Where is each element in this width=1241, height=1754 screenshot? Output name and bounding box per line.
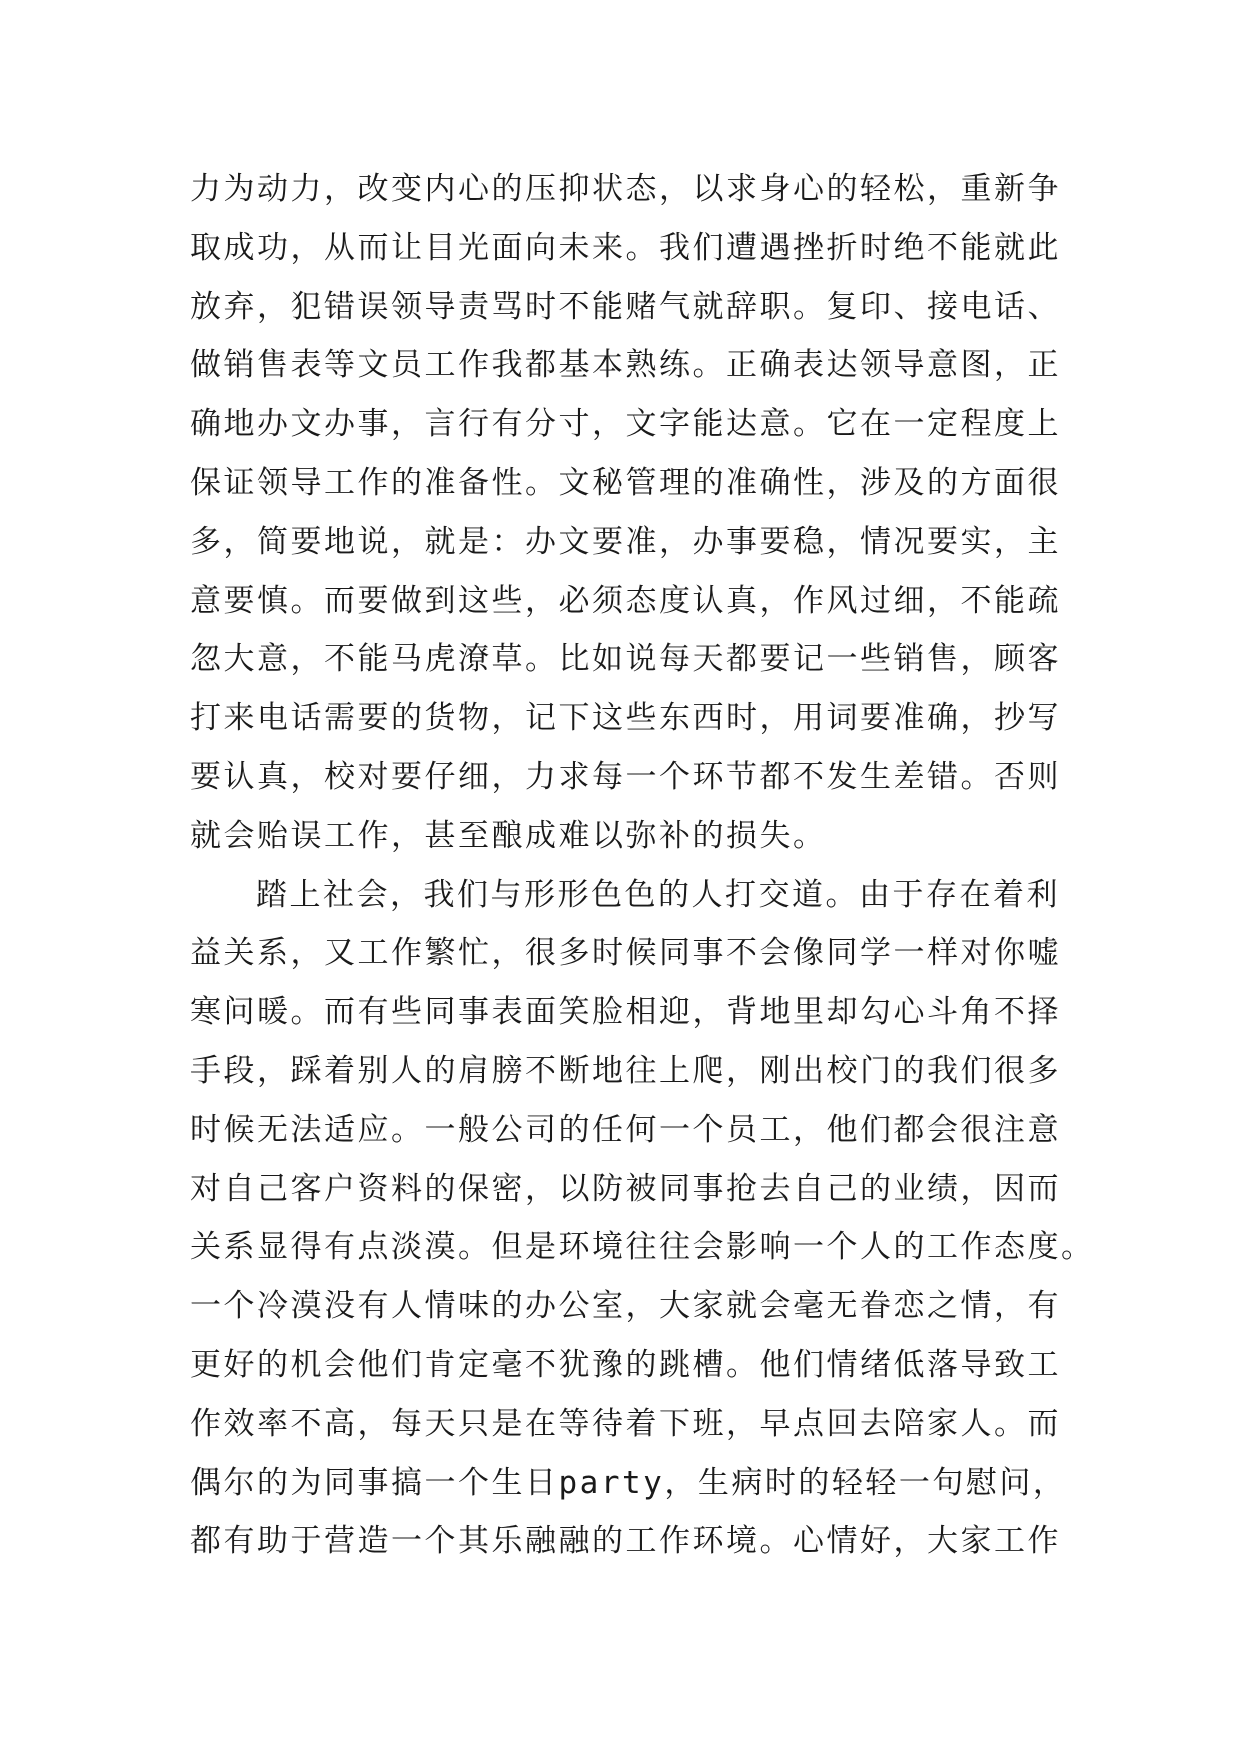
text-line: 时候无法适应。一般公司的任何一个员工，他们都会很注意 [190,1111,1061,1148]
text-line: 保证领导工作的准备性。文秘管理的准确性，涉及的方面很 [190,464,1061,501]
text-line: 意要慎。而要做到这些，必须态度认真，作风过细，不能疏 [190,582,1061,619]
text-line: 打来电话需要的货物，记下这些东西时，用词要准确，抄写 [190,700,1061,737]
text-line: 确地办文办事，言行有分寸，文字能达意。它在一定程度上 [190,406,1061,443]
text-line: 寒问暖。而有些同事表面笑脸相迎，背地里却勾心斗角不择 [190,994,1061,1031]
body-text [190,160,1095,1571]
text-line: 一个冷漠没有人情味的办公室，大家就会毫无眷恋之情，有 [190,1288,1061,1325]
text-line: 都有助于营造一个其乐融融的工作环境。心情好，大家工作 [190,1523,1061,1560]
text-line: 要认真，校对要仔细，力求每一个环节都不发生差错。否则 [190,758,1061,795]
text-line: 力为动力，改变内心的压抑状态，以求身心的轻松，重新争 [190,171,1061,207]
text-line: 忽大意，不能马虎潦草。比如说每天都要记一些销售，顾客 [190,641,1061,678]
paragraph-start-line: 踏上社会，我们与形形色色的人打交道。由于存在着利 [256,876,1060,913]
text-line: 就会贻误工作，甚至酿成难以弥补的损失。 [190,817,827,854]
text-line: 更好的机会他们肯定毫不犹豫的跳槽。他们情绪低落导致工 [190,1346,1061,1383]
text-line: 做销售表等文员工作我都基本熟练。正确表达领导意图，正 [190,347,1061,384]
text-line: 取成功，从而让目光面向未来。我们遭遇挫折时绝不能就此 [190,229,1061,266]
text-line: 关系显得有点淡漠。但是环境往往会影响一个人的工作态度。 [190,1229,1095,1266]
text-line: 作效率不高，每天只是在等待着下班，早点回去陪家人。而 [190,1405,1061,1442]
text-line: 放弃，犯错误领导责骂时不能赌气就辞职。复印、接电话、 [190,288,1061,325]
text-line: 偶尔的为同事搞一个生日party，生病时的轻轻一句慰问， [190,1464,1067,1501]
text-line: 对自己客户资料的保密，以防被同事抢去自己的业绩，因而 [190,1170,1061,1207]
text-line: 手段，踩着别人的肩膀不断地往上爬，刚出校门的我们很多 [190,1052,1061,1089]
text-line: 多，简要地说，就是：办文要准，办事要稳，情况要实，主 [190,523,1061,560]
text-line: 益关系，又工作繁忙，很多时候同事不会像同学一样对你嘘 [190,935,1061,972]
